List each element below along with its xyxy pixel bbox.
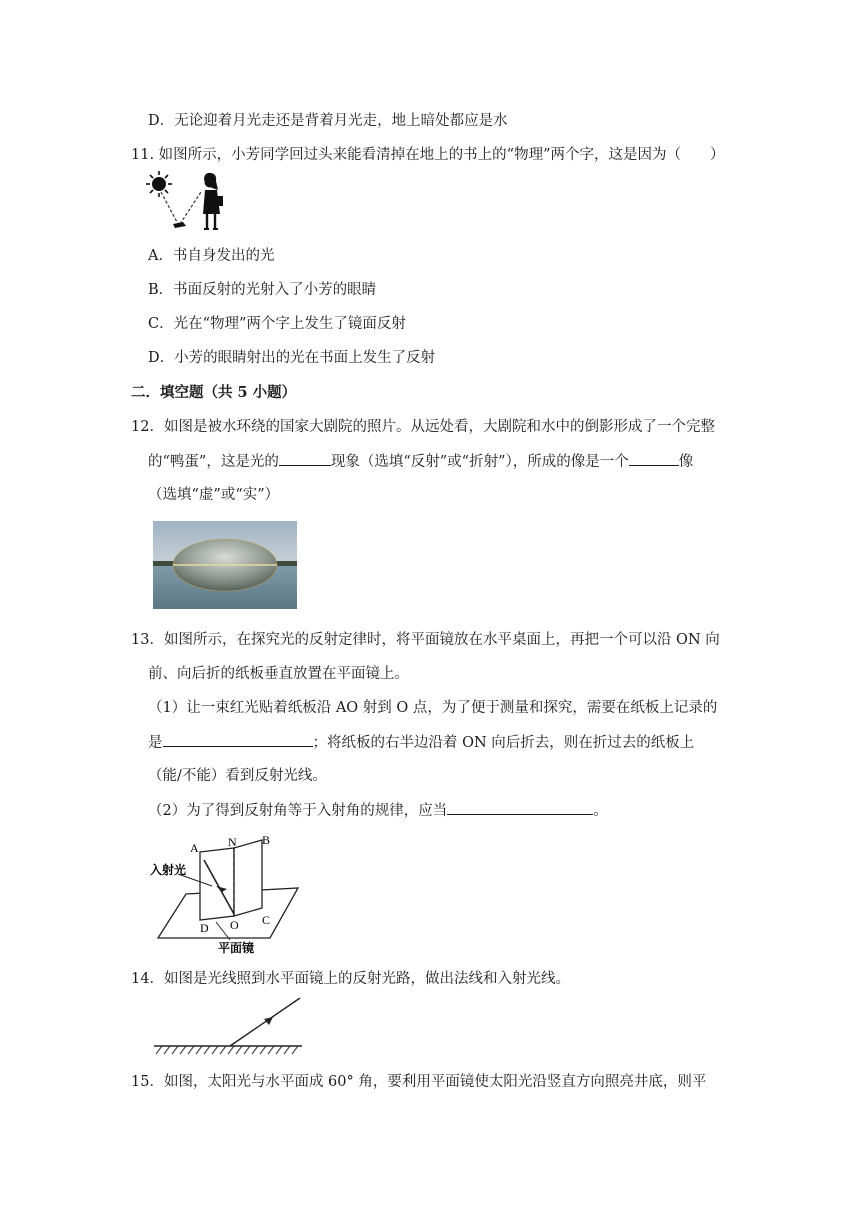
- q13-line-2: 前、向后折的纸板垂直放置在平面镜上。: [148, 666, 409, 682]
- q13-figure: [148, 834, 308, 954]
- q11-option-d: D．小芳的眼睛射出的光在书面上发生了反射: [148, 350, 436, 366]
- q11-option-a: A．书自身发出的光: [148, 248, 275, 264]
- q13-part2: [148, 800, 608, 821]
- q13-part1-line-3: （能/不能）看到反射光线。: [148, 768, 327, 784]
- book-icon: [173, 222, 186, 228]
- fig-label-mirror: 平面镜: [218, 941, 255, 954]
- fig-label-o: O: [230, 918, 239, 932]
- q12-text-c: 像: [678, 454, 694, 470]
- q12-text-a: 的“鸭蛋”，这是光的: [148, 454, 279, 470]
- q13-line-1: 13．如图所示，在探究光的反射定律时，将平面镜放在水平桌面上，再把一个可以沿 ON 向: [131, 632, 720, 648]
- q14-figure: [150, 994, 306, 1058]
- q10-option-d: D．无论迎着月光走还是背着月光走，地上暗处都应是水: [148, 113, 508, 129]
- fig-label-incident: 入射光: [150, 863, 187, 877]
- q13-blank-2[interactable]: [447, 800, 593, 815]
- q13-part2-post: 。: [593, 803, 608, 819]
- q12-text-b: 现象（选填“反射”或“折射”），所成的像是一个: [330, 454, 629, 470]
- q11-option-b: B．书面反射的光射入了小芳的眼睛: [148, 282, 377, 298]
- fig-label-d: D: [200, 921, 209, 935]
- q12-blank-2[interactable]: [629, 451, 679, 466]
- q12-line-2: [148, 451, 693, 472]
- q12-blank-1[interactable]: [279, 451, 331, 466]
- fig-label-a: A: [190, 841, 199, 855]
- q13-blank-1[interactable]: [163, 732, 313, 747]
- q13-part1-line-1: （1）让一束红光贴着纸板沿 AO 射到 O 点，为了便于测量和探究，需要在纸板上记录的: [148, 700, 718, 716]
- fig-label-b: B: [262, 834, 271, 847]
- q15-stem: 15．如图，太阳光与水平面成 60° 角，要利用平面镜使太阳光沿竖直方向照亮井底，则平: [131, 1074, 707, 1090]
- q11-figure: [146, 170, 236, 234]
- q13-text-post: ；将纸板的右半边沿着 ON 向后折去，则在折过去的纸板上: [312, 735, 695, 751]
- q12-line-1: 12．如图是被水环绕的国家大剧院的照片。从远处看，大剧院和水中的倒影形成了一个完整: [131, 419, 715, 435]
- q11-stem: 11. 如图所示，小芳同学回过头来能看清掉在地上的书上的“物理”两个字，这是因为（ ）: [131, 147, 725, 163]
- fig-label-n: N: [228, 835, 237, 849]
- section-heading: 二．填空题（共 5 小题）: [131, 384, 297, 401]
- q14-stem: 14．如图是光线照到水平面镜上的反射光路，做出法线和入射光线。: [131, 971, 570, 987]
- q13-part2-pre: （2）为了得到反射角等于入射角的规律，应当: [148, 803, 448, 819]
- girl-figure: [203, 173, 223, 229]
- fig-label-c: C: [262, 913, 271, 927]
- q12-photo: [153, 521, 297, 609]
- q11-option-c: C．光在“物理”两个字上发生了镜面反射: [148, 316, 406, 332]
- q13-part1-line-2: [148, 732, 694, 753]
- q12-line-3: （选填“虚”或“实”）: [148, 487, 280, 503]
- sun-icon: [146, 171, 172, 197]
- q13-text-pre: 是: [148, 735, 163, 751]
